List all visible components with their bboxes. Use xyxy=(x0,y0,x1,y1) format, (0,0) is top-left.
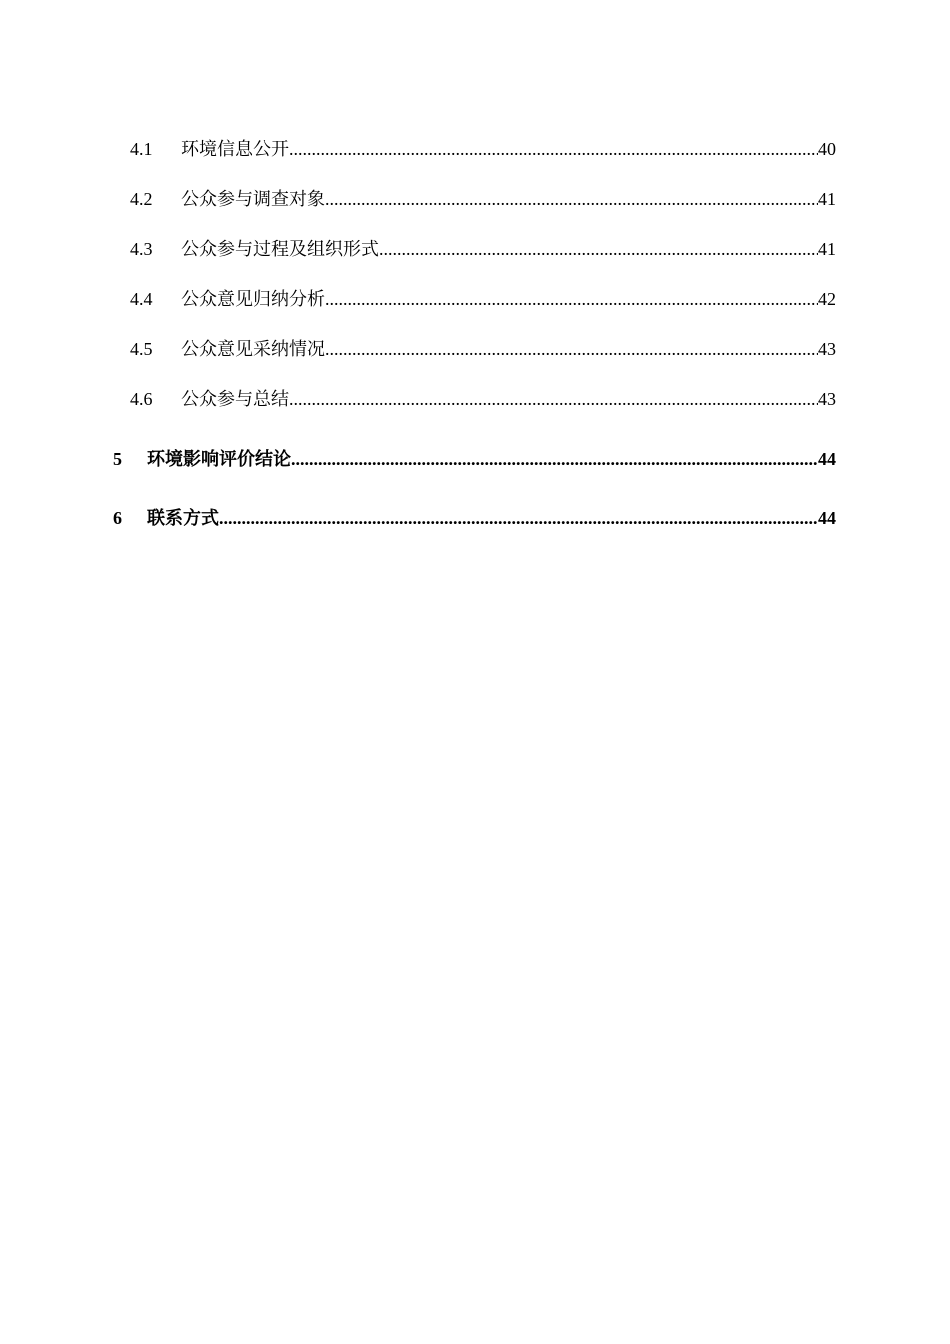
toc-entry-4-5[interactable] xyxy=(113,336,836,386)
toc-dot-leader xyxy=(219,505,818,531)
table-of-contents xyxy=(113,136,836,564)
toc-entry-page: 44 xyxy=(818,449,836,469)
toc-entry-title: 联系方式 xyxy=(147,508,219,528)
toc-entry-page: 41 xyxy=(818,189,836,209)
toc-dot-leader xyxy=(289,136,818,162)
toc-entry-title: 公众参与过程及组织形式 xyxy=(181,239,379,259)
toc-entry-number: 4.2 xyxy=(130,189,153,209)
toc-dot-leader xyxy=(291,446,818,472)
toc-entry-4-1[interactable] xyxy=(113,136,836,186)
toc-entry-number: 4.1 xyxy=(130,139,153,159)
toc-entry-page: 42 xyxy=(818,289,836,309)
toc-entry-title: 环境信息公开 xyxy=(181,139,289,159)
toc-entry-title: 公众参与总结 xyxy=(181,389,289,409)
toc-entry-number: 4.6 xyxy=(130,389,153,409)
toc-dot-leader xyxy=(325,186,818,212)
toc-entry-5[interactable] xyxy=(113,446,836,505)
toc-dot-leader xyxy=(289,386,818,412)
toc-entry-number: 4.3 xyxy=(130,239,153,259)
toc-entry-number: 4.5 xyxy=(130,339,153,359)
toc-entry-page: 44 xyxy=(818,508,836,528)
toc-entry-4-2[interactable] xyxy=(113,186,836,236)
toc-entry-4-4[interactable] xyxy=(113,286,836,336)
toc-entry-number: 6 xyxy=(113,508,122,528)
toc-entry-page: 43 xyxy=(818,389,836,409)
toc-entry-6[interactable] xyxy=(113,505,836,564)
toc-entry-title: 公众意见归纳分析 xyxy=(181,289,325,309)
toc-entry-title: 环境影响评价结论 xyxy=(147,449,291,469)
toc-entry-number: 4.4 xyxy=(130,289,153,309)
toc-entry-title: 公众参与调查对象 xyxy=(181,189,325,209)
toc-entry-page: 41 xyxy=(818,239,836,259)
toc-entry-4-3[interactable] xyxy=(113,236,836,286)
toc-entry-page: 43 xyxy=(818,339,836,359)
toc-dot-leader xyxy=(325,336,818,362)
toc-entry-title: 公众意见采纳情况 xyxy=(181,339,325,359)
toc-dot-leader xyxy=(325,286,818,312)
toc-entry-number: 5 xyxy=(113,449,122,469)
toc-dot-leader xyxy=(379,236,818,262)
toc-entry-page: 40 xyxy=(818,139,836,159)
toc-entry-4-6[interactable] xyxy=(113,386,836,436)
